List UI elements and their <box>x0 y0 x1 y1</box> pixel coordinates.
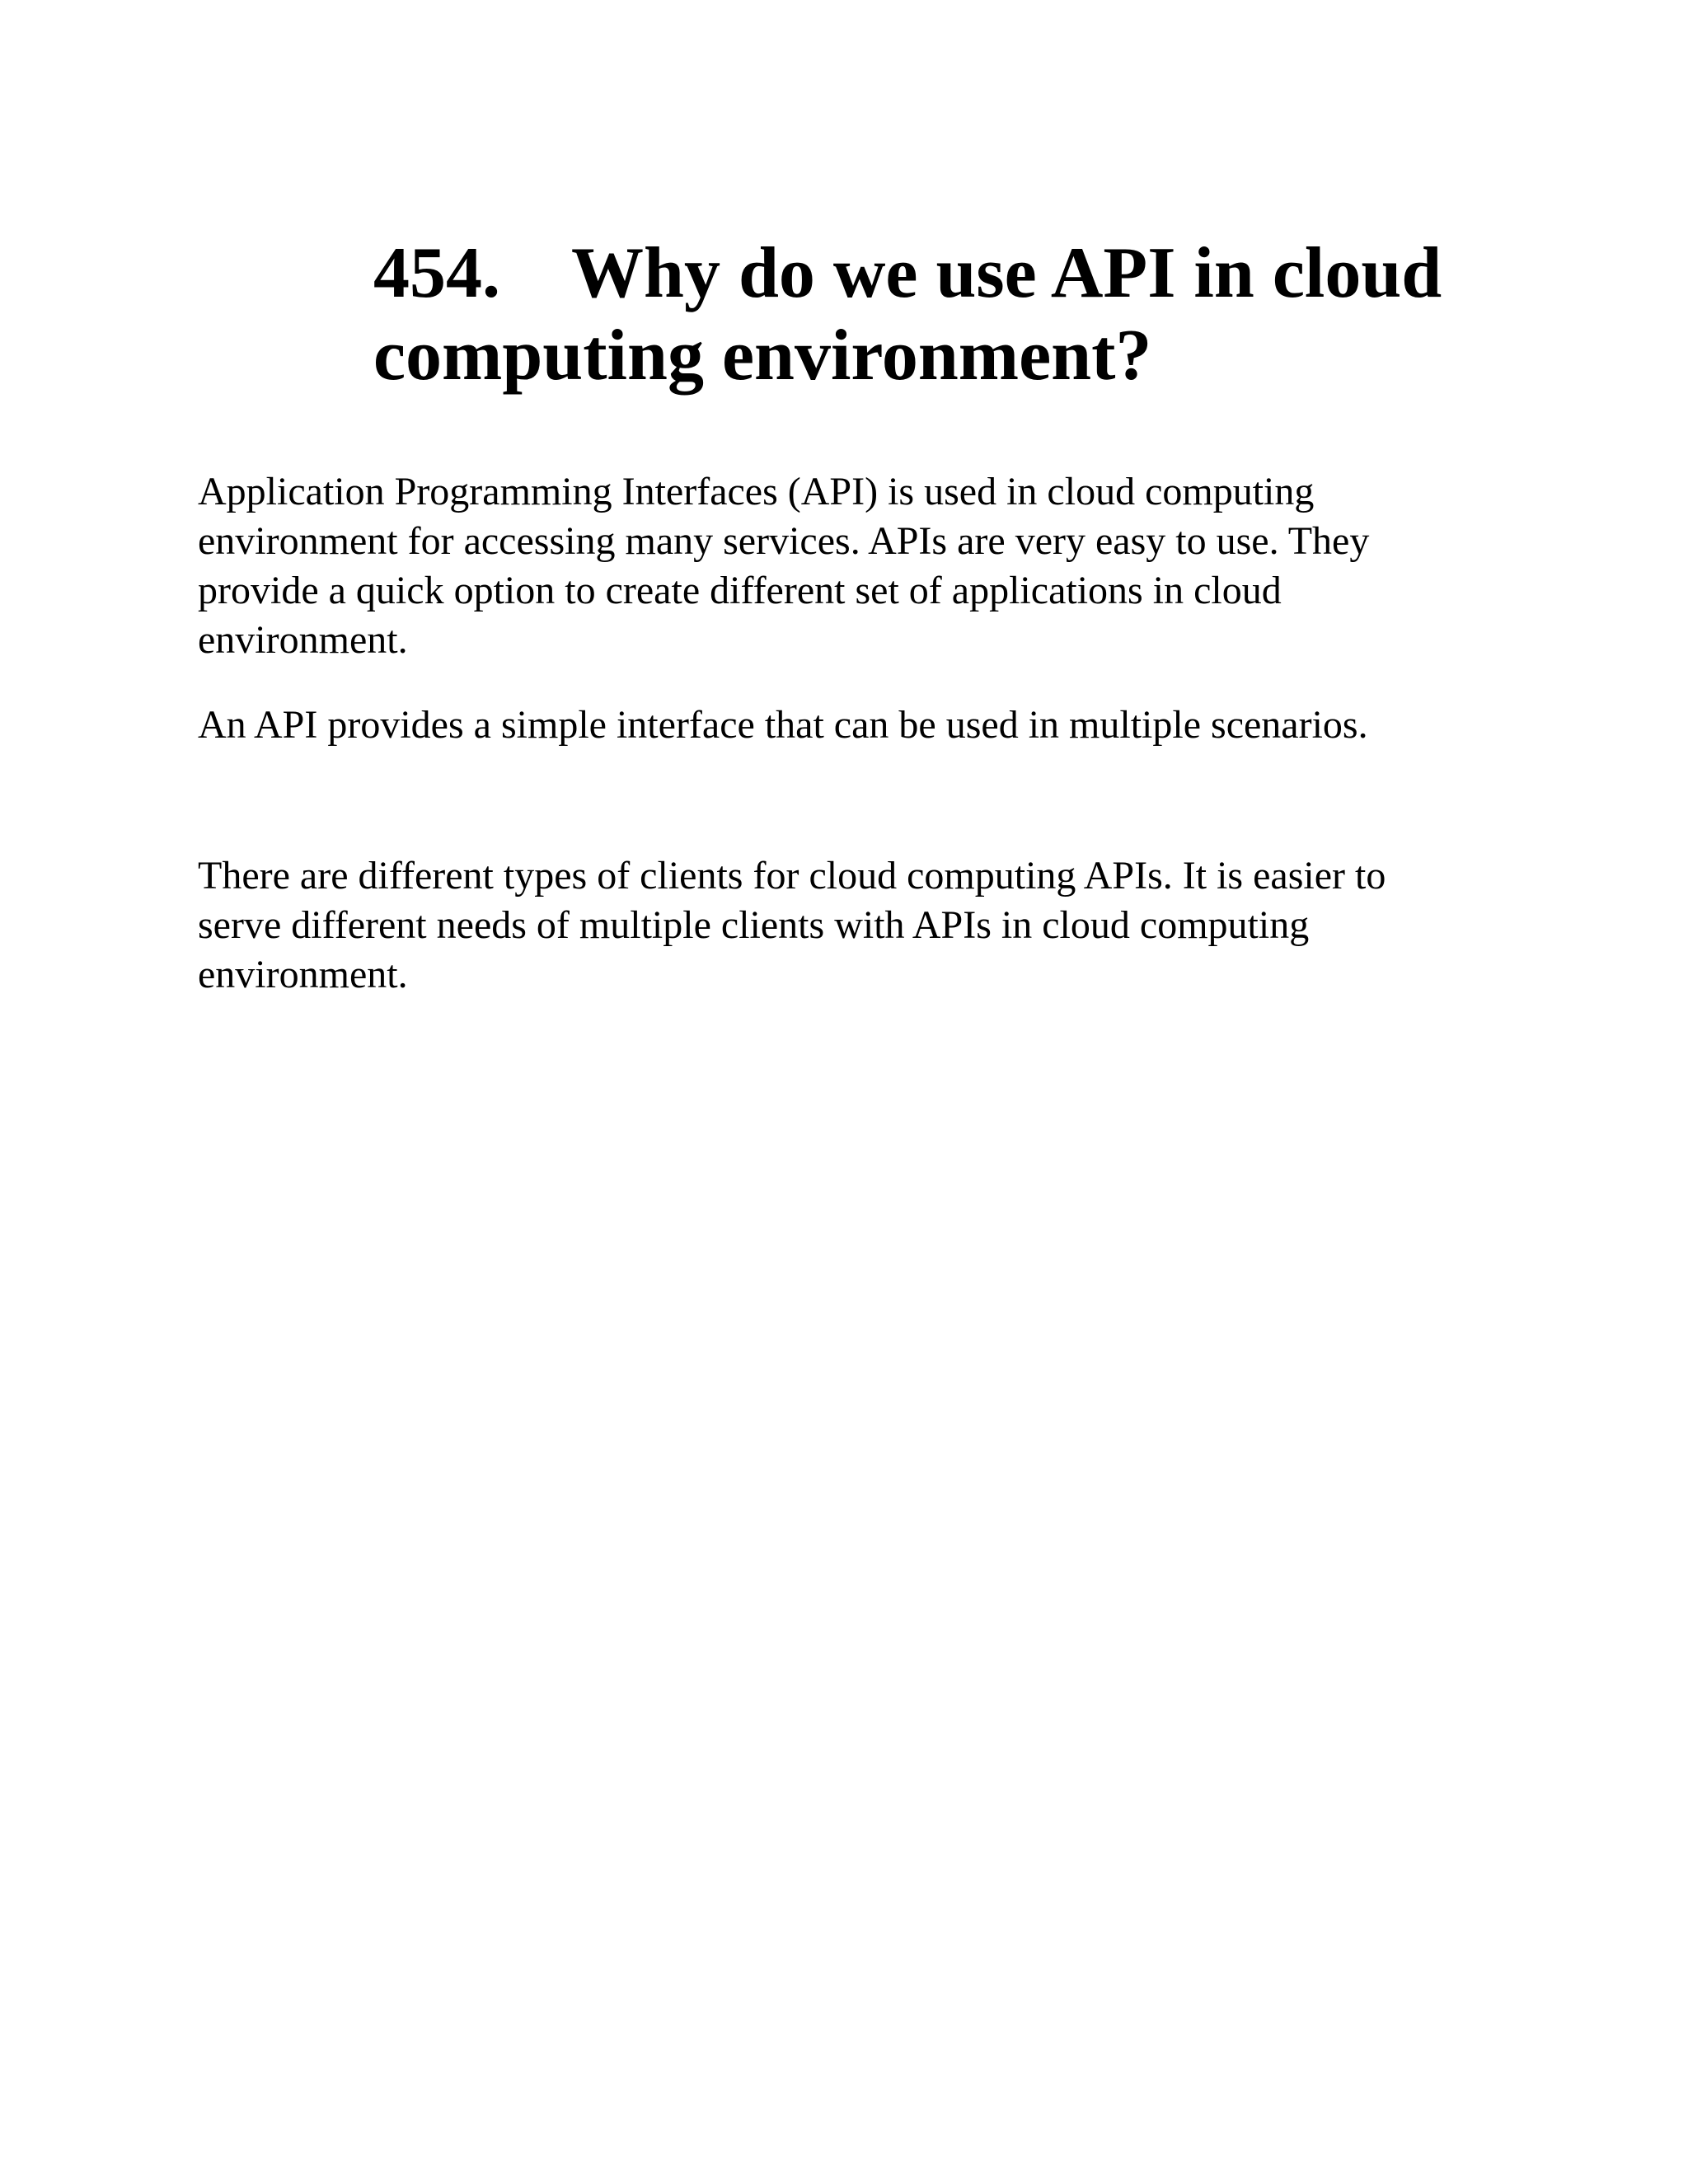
paragraph-line: environment. <box>198 618 408 662</box>
question-title-line-2: computing environment? <box>373 316 1152 396</box>
question-number: 454. <box>373 233 500 313</box>
paragraph-line: serve different needs of multiple clients with APIs in cloud computing <box>198 903 1310 947</box>
question-heading <box>373 232 1527 397</box>
paragraph-line: environment for accessing many services. APIs are very easy to use. They <box>198 519 1370 563</box>
paragraph-line: There are different types of clients for cloud computing APIs. It is easier to <box>198 854 1386 898</box>
paragraph-simple-interface <box>198 701 1484 750</box>
paragraph-api-usage <box>198 467 1484 665</box>
paragraph-line: An API provides a simple interface that can be used in multiple scenarios. <box>198 703 1368 747</box>
question-title-line-1: Why do we use API in cloud <box>571 233 1442 313</box>
paragraph-line: provide a quick option to create different set of applications in cloud <box>198 569 1282 612</box>
paragraph-client-types <box>198 851 1484 1000</box>
heading-line-1 <box>373 232 1527 315</box>
paragraph-line: Application Programming Interfaces (API) is used in cloud computing <box>198 470 1315 513</box>
paragraph-line: environment. <box>198 953 408 996</box>
